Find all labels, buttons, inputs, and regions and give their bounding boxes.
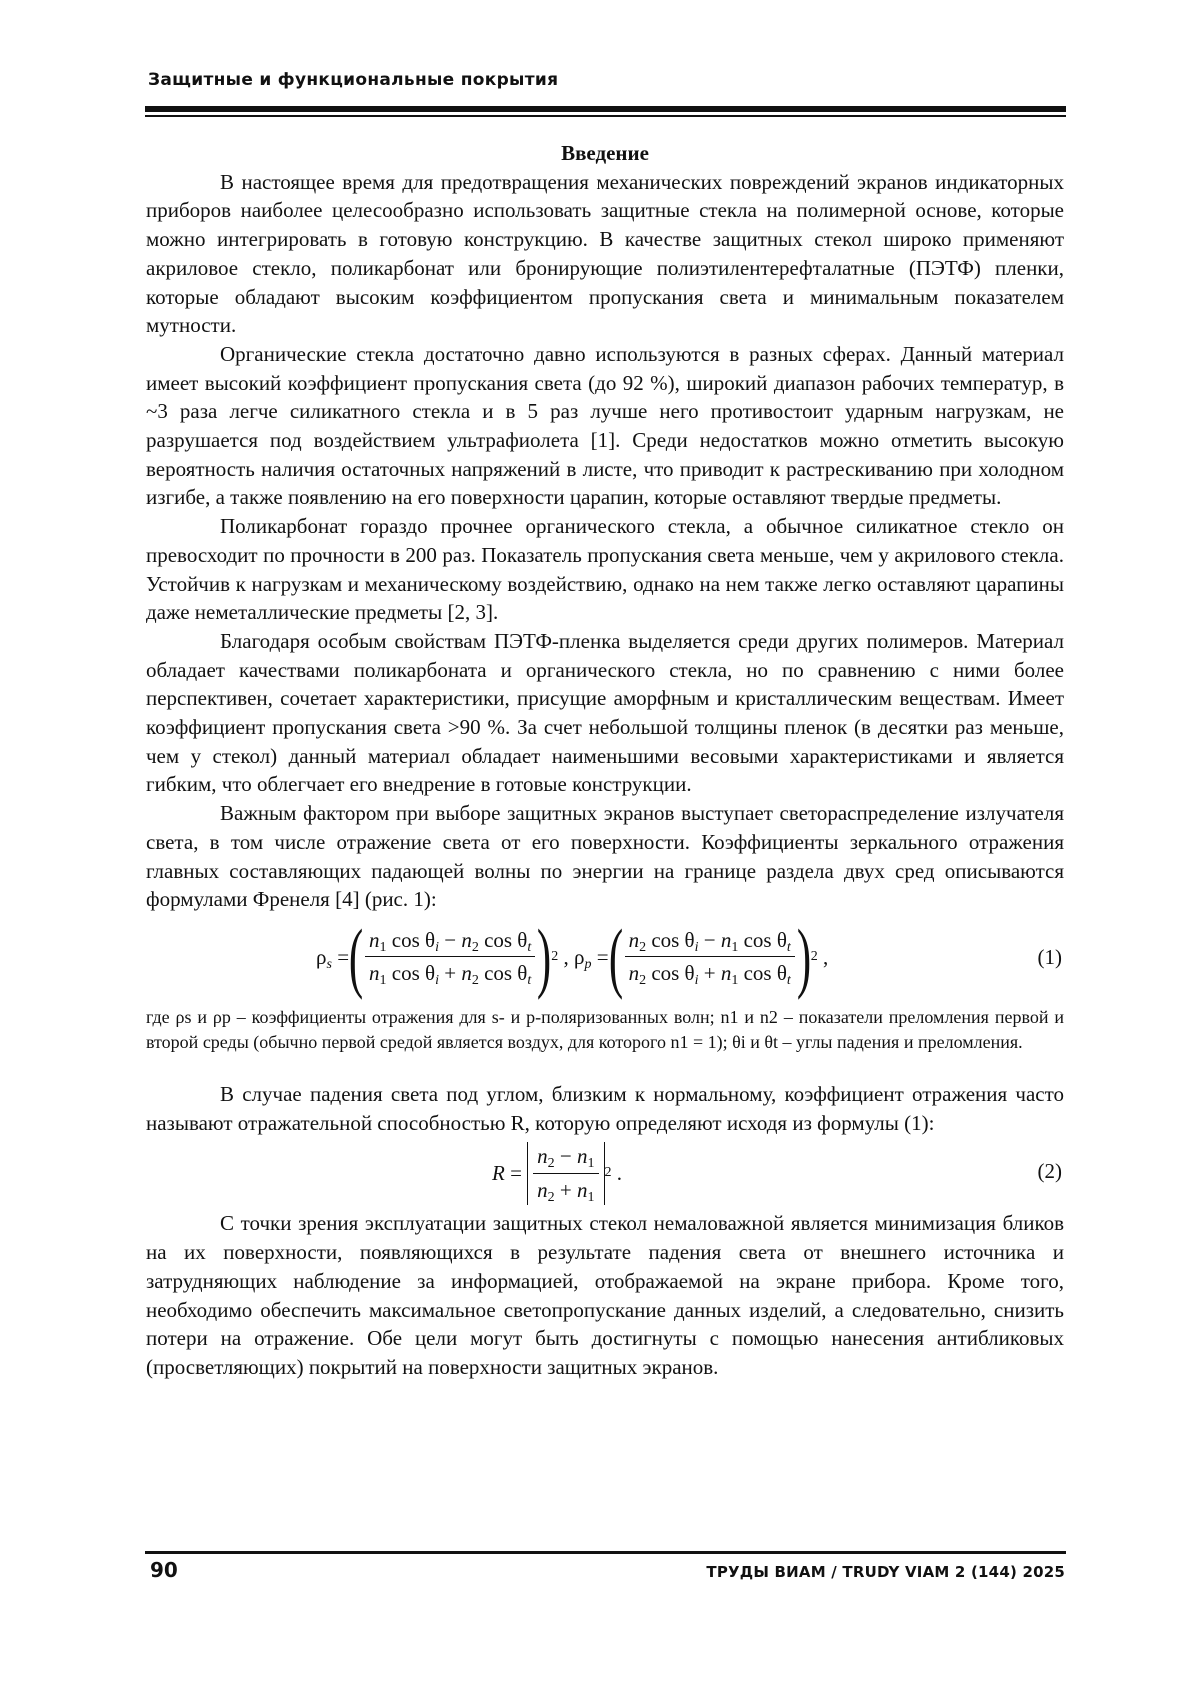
paragraph-3: Поликарбонат гораздо прочнее органического стекла, а обычное силикатное стекло он превосходит по прочности в 200 раз. Показатель пропускания света меньше, чем у акрилового стекла. Устойчив к нагрузкам и механическому воздействию, однако на нем также легко оставляют царапины даже неметаллические предметы [2, 3]. — [146, 514, 1064, 625]
spacer — [146, 1055, 1064, 1080]
page-number: 90 — [150, 1558, 178, 1582]
paragraph-4: Благодаря особым свойствам ПЭТФ-пленка выделяется среди других полимеров. Материал обладает качествами поликарбоната и органического стекла, но по сравнению с ними более перспективен, сочетает характеристики, присущие аморфным и кристаллическим веществам. Имеет коэффициент пропускания света >90 %. За счет небольшой толщины пленок (в десятки раз меньше, чем у стекол) данный материал обладает наименьшими весовыми характеристиками и является гибким, что облегчает его внедрение в готовые конструкции. — [146, 628, 1064, 797]
header-rule-thin — [145, 115, 1066, 117]
paragraph-1: В настоящее время для предотвращения механических повреждений экранов индикаторных приборов наиболее целесообразно использовать защитные стекла на полимерной основе, которые можно интегрировать в готовую конструкцию. В качестве защитных стекол широко применяют акриловое стекло, поликарбонат или бронирующие полиэтилентерефталатные (ПЭТФ) пленки, которые обладают высоким коэффициентом пропускания света и минимальным показателем мутности. — [146, 169, 1064, 338]
equation-number-1: (1) — [1037, 944, 1062, 969]
paragraph-6: В случае падения света под углом, близким к нормальному, коэффициент отражения часто называют отражательной способностью R, которую определяют исходя из формулы (1): — [146, 1081, 1064, 1135]
header-rule-thick — [145, 106, 1066, 112]
reflectance-formula: R = $\frac{n_2 - n_1}{n_2 + n_1}$ 2 . (2) — [492, 1144, 1062, 1205]
running-title: Защитные и функциональные покрытия — [148, 70, 559, 90]
footer-rule — [145, 1551, 1066, 1554]
formula-caption: где ρs и ρp – коэффициенты отражения для s- и p-поляризованных волн; n1 и n2 – показатели преломления первой и второй среды (обычно первой средой является воздух, для которого n1 = 1); θi и θt – углы падения и преломления. — [146, 1006, 1064, 1052]
section-title: Введение — [561, 141, 649, 165]
fresnel-formula: $\rho_s$ = ( $\frac{n_1 \cos \theta_i - n_2 \cos \theta_t}{n_1 \cos \theta_i + n_2 \cos \theta_t}$ ) 2 , $\rho_p$ = ( $\frac{n_2 \cos \theta_i - n_1 \cos \theta_t}{n_2 \cos \theta_i + n_1 \cos \theta_t}$ ) 2 , (1) — [316, 912, 1062, 1000]
paragraph-7: С точки зрения эксплуатации защитных стекол немаловажной является минимизация бликов на их поверхности, появляющихся в результате падения света от внешнего источника и затрудняющих наблюдение за информацией, отображаемой на экране прибора. Кроме того, необходимо обеспечить максимальное светопропускание данных изделий, а следовательно, снизить потери на отражение. Обе цели могут быть достигнуты с помощью нанесения антибликовых (просветляющих) покрытий на поверхности защитных экранов. — [146, 1211, 1064, 1379]
equation-number-2: (2) — [1037, 1159, 1062, 1184]
article-body — [146, 139, 1064, 1382]
paragraph-5: Важным фактором при выборе защитных экранов выступает светораспределение излучателя света, в том числе отражение света от его поверхности. Коэффициенты зеркального отражения главных составляющих падающей волны по энергии на границе раздела двух сред описываются формулами Френеля [4] (рис. 1): — [146, 801, 1064, 912]
paragraph-2: Органические стекла достаточно давно используются в разных сферах. Данный материал имеет высокий коэффициент пропускания света (до 92 %), широкий диапазон рабочих температур, в ~3 раза легче силикатного стекла и в 5 раз лучше него противостоит ударным нагрузкам, не разрушается под воздействием ультрафиолета [1]. Среди недостатков можно отметить высокую вероятность наличия остаточных напряжений в листе, что приводит к растрескиванию при холодном изгибе, а также появлению на его поверхности царапин, которые оставляют твердые предметы. — [146, 341, 1064, 510]
journal-name: ТРУДЫ ВИАМ / TRUDY VIAM 2 (144) 2025 — [706, 1563, 1065, 1581]
